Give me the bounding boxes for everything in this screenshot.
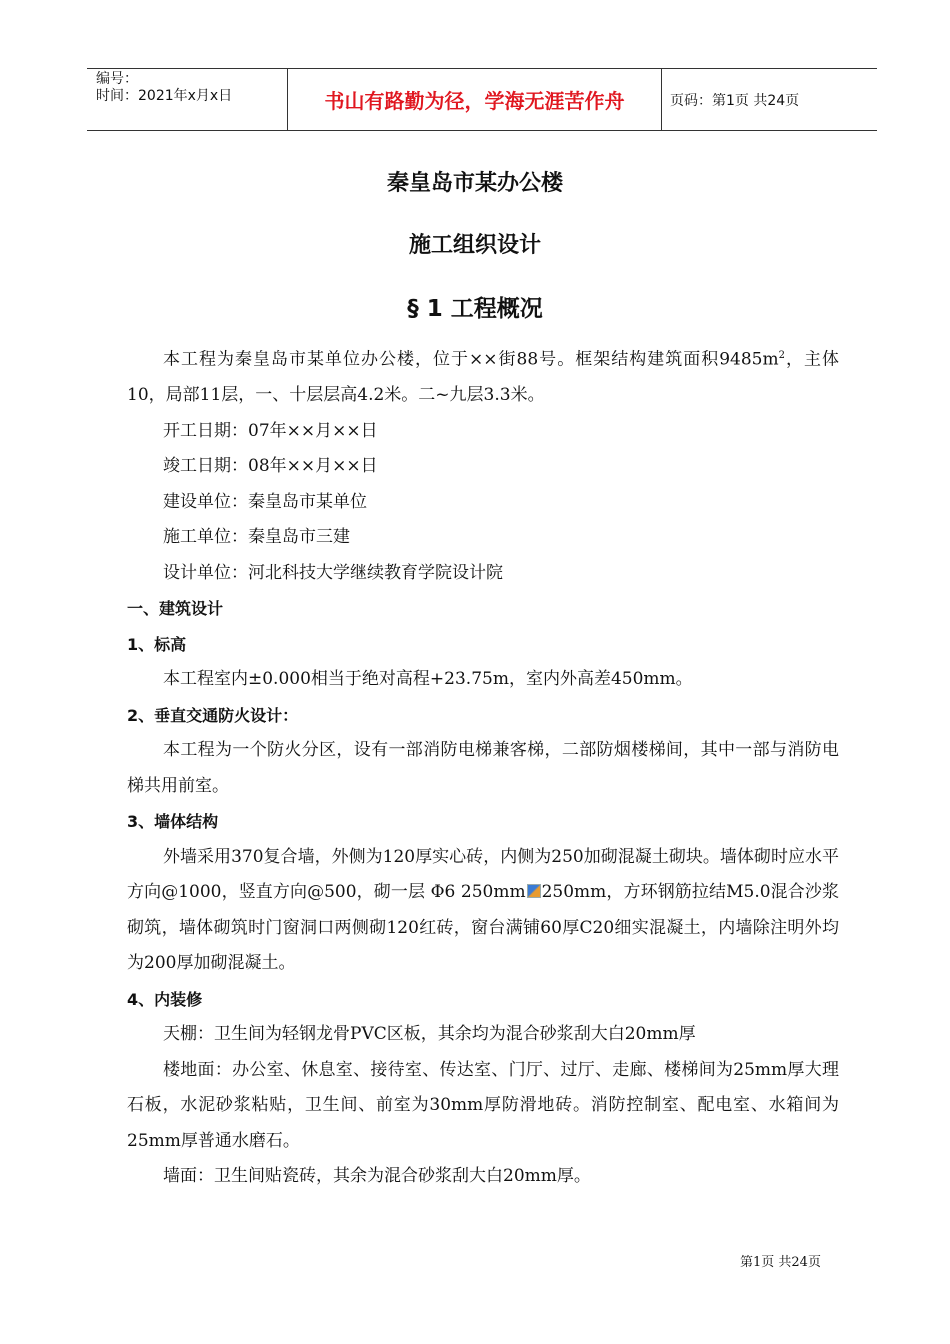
fire-design-text: 本工程为一个防火分区，设有一部消防电梯兼客梯，二部防烟楼梯间，其中一部与消防电梯共用前室。 [127,740,839,796]
section-title: § 1 工程概况 [407,296,543,322]
wall-structure-text [127,840,839,982]
date-label: 时间：2021年x月x日 [96,88,233,104]
embedded-image-icon [527,884,541,898]
header-motto: 书山有路勤为径，学海无涯苦作舟 [288,69,662,130]
floor-text: 楼地面：办公室、休息室、接待室、传达室、门厅、过厅、走廊、楼梯间为25mm厚大理石板，水泥砂浆粘贴，卫生间、前室为30mm厚防滑地砖。消防控制室、配电室、水箱间为25mm厚普通水磨石。 [127,1059,839,1151]
interior-heading: 4、内装修 [127,989,203,1009]
document-title: 秦皇岛市某办公楼 [386,171,563,196]
contractor-unit: 施工单位：秦皇岛市三建 [163,527,350,548]
header-page-info: 页码：第1页 共24页 [670,92,800,109]
wall-text-b: 250mm，方环钢筋拉结M5.0混合沙浆砌筑，墙体砌筑时门窗洞口两侧砌120红砖，窗台满铺60厚C20细实混凝土，内墙除注明外均为200厚加砌混凝土。 [127,882,839,974]
intro-paragraph [127,338,839,414]
elevation-text: 本工程室内±0.000相当于绝对高程+23.75m，室内外高差450mm。 [163,669,693,690]
end-date: 竣工日期：08年××月××日 [163,456,378,477]
header-meta-cell [87,69,288,130]
document-body [127,338,839,1195]
wall-structure-heading: 3、墙体结构 [127,812,219,832]
wall-finish-text: 墙面：卫生间贴瓷砖，其余为混合砂浆刮大白20mm厚。 [163,1166,591,1187]
document-header [87,68,877,131]
architecture-heading: 一、建筑设计 [127,599,224,619]
wall-text-a: 外墙采用370复合墙，外侧为120厚实心砖，内侧为250加砌混凝土砌块。墙体砌时应水平方向@1000，竖直方向@500，砌一层 Φ6 250mm [127,846,839,903]
number-label: 编号： [96,71,138,87]
page-footer: 第1页 共24页 [740,1255,821,1270]
intro-text-b: ，主体10，局部11层，一、十层层高4.2米。二~九层3.3米。 [127,349,839,406]
intro-text-a: 本工程为秦皇岛市某单位办公楼，位于××街88号。框架结构建筑面积9485m [163,349,779,370]
area-superscript: 2 [778,350,785,361]
elevation-heading: 1、标高 [127,634,187,654]
document-subtitle: 施工组织设计 [408,233,541,258]
design-unit: 设计单位：河北科技大学继续教育学院设计院 [163,562,503,583]
ceiling-text: 天棚：卫生间为轻钢龙骨PVC区板，其余均为混合砂浆刮大白20mm厚 [163,1024,696,1045]
start-date: 开工日期：07年××月××日 [163,420,378,441]
owner-unit: 建设单位：秦皇岛市某单位 [163,491,367,512]
fire-design-heading: 2、垂直交通防火设计： [127,705,299,725]
